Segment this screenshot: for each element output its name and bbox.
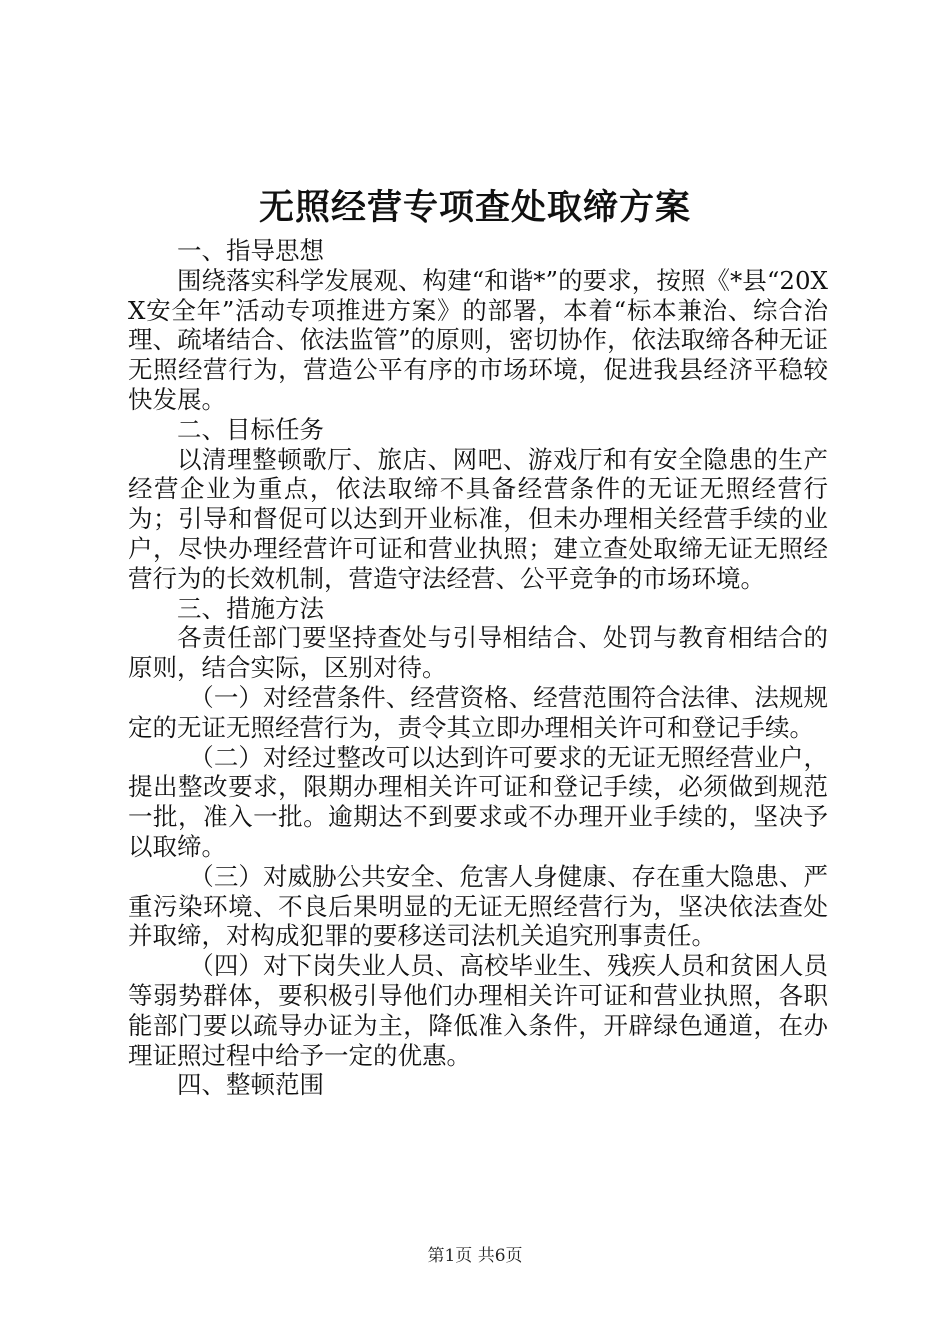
page-title: 无照经营专项查处取缔方案 — [258, 187, 691, 228]
document-body — [128, 236, 828, 1100]
paragraph-measure-3: （三）对威胁公共安全、危害人身健康、存在重大隐患、严重污染环境、不良后果明显的无证无照经营行为，坚决依法查处并取缔，对构成犯罪的要移送司法机关追究刑事责任。 — [128, 861, 828, 951]
section-heading-measures-methods: 三、措施方法 — [177, 593, 324, 623]
section-heading-rectification-scope: 四、整顿范围 — [177, 1070, 324, 1100]
paragraph-measure-2: （二）对经过整改可以达到许可要求的无证无照经营业户，提出整改要求，限期办理相关许可证和登记手续，必须做到规范一批，准入一批。逾期达不到要求或不办理开业手续的，坚决予以取缔。 — [128, 742, 828, 861]
section-heading-guiding-ideology: 一、指导思想 — [177, 236, 324, 265]
paragraph-measure-4: （四）对下岗失业人员、高校毕业生、残疾人员和贫困人员等弱势群体，要积极引导他们办理相关许可证和营业执照，各职能部门要以疏导办证为主，降低准入条件，开辟绿色通道，在办理证照过程中给予一定的优惠。 — [128, 951, 828, 1070]
paragraph-goals-tasks: 以清理整顿歌厅、旅店、网吧、游戏厅和有安全隐患的生产经营企业为重点，依法取缔不具备经营条件的无证无照经营行为；引导和督促可以达到开业标准，但未办理相关经营手续的业户，尽快办理经营许可证和营业执照；建立查处取缔无证无照经营行为的长效机制，营造守法经营、公平竞争的市场环境。 — [128, 444, 828, 593]
paragraph-guiding-ideology: 围绕落实科学发展观、构建“和谐*”的要求，按照《*县“20XX安全年”活动专项推进方案》的部署，本着“标本兼治、综合治理、疏堵结合、依法监管”的原则，密切协作，依法取缔各种无证无照经营行为，营造公平有序的市场环境，促进我县经济平稳较快发展。 — [128, 265, 828, 414]
paragraph-measures-intro: 各责任部门要坚持查处与引导相结合、处罚与教育相结合的原则，结合实际，区别对待。 — [128, 623, 828, 683]
paragraph-measure-1: （一）对经营条件、经营资格、经营范围符合法律、法规规定的无证无照经营行为，责令其立即办理相关许可和登记手续。 — [128, 682, 828, 742]
section-heading-goals-tasks: 二、目标任务 — [177, 414, 324, 444]
page-number-footer: 第1页 共6页 — [427, 1246, 523, 1266]
